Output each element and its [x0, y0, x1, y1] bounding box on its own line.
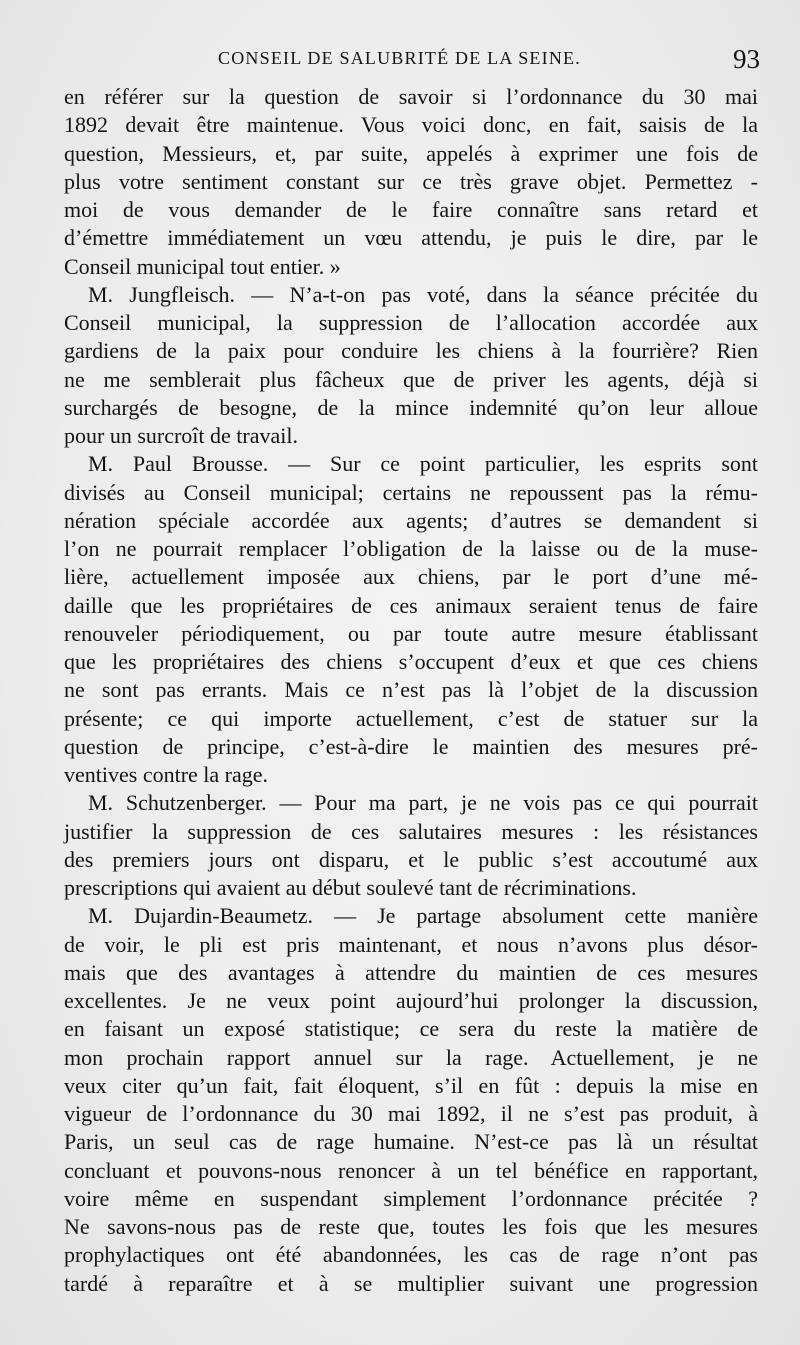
text-line: d’émettre immédiatement un vœu attendu, je puis le dire, par le — [64, 225, 758, 251]
text-line: question de principe, c’est-à-dire le maintien des mesures pré- — [64, 733, 758, 759]
text-line: tardé à reparaître et à se multiplier suivant une progression — [64, 1270, 758, 1296]
text-line: prescriptions qui avaient au début soulevé tant de récriminations. — [64, 875, 637, 900]
text-line: lière, actuellement imposée aux chiens, par le port d’une mé- — [64, 564, 758, 590]
page-number: 93 — [733, 44, 760, 74]
text-line: justifier la suppression de ces salutaires mesures : les résistances — [64, 818, 758, 844]
text-line: ne sont pas errants. Mais ce n’est pas là l’objet de la discussion — [64, 677, 758, 703]
text-line: Paris, un seul cas de rage humaine. N’est-ce pas là un résultat — [64, 1129, 758, 1155]
text-line: Ne savons-nous pas de reste que, toutes les fois que les mesures — [64, 1214, 758, 1239]
text-line: M. Paul Brousse. — Sur ce point particulier, les esprits sont — [88, 451, 758, 477]
text-line: moi de vous demander de le faire connaître sans retard et — [64, 197, 758, 222]
page-header — [64, 44, 760, 78]
text-line: divisés au Conseil municipal; certains ne repoussent pas la rému- — [64, 479, 758, 505]
text-line: renouveler périodiquement, ou par toute autre mesure établissant — [64, 620, 758, 646]
text-line: surchargés de besogne, de la mince indemnité qu’on leur alloue — [64, 394, 758, 420]
text-line: pour un surcroît de travail. — [64, 423, 298, 448]
text-line: Conseil municipal tout entier. » — [64, 253, 341, 279]
text-line: des premiers jours ont disparu, et le public s’est accoutumé aux — [64, 846, 758, 872]
text-line: M. Schutzenberger. — Pour ma part, je ne vois pas ce qui pourrait — [88, 790, 758, 816]
body-text — [64, 83, 758, 1298]
text-line: prophylactiques ont été abandonnées, les cas de rage n’ont pas — [64, 1242, 758, 1268]
text-line: de voir, le pli est pris maintenant, et nous n’avons plus désor- — [64, 931, 758, 957]
text-line: concluant et pouvons-nous renoncer à un tel bénéfice en rapportant, — [64, 1157, 758, 1183]
text-line: Conseil municipal, la suppression de l’allocation accordée aux — [64, 310, 758, 335]
text-line: l’on ne pourrait remplacer l’obligation de la laisse ou de la muse- — [64, 536, 758, 561]
text-line: gardiens de la paix pour conduire les chiens à la fourrière? Rien — [64, 338, 758, 364]
text-line: en faisant un exposé statistique; ce sera du reste la matière de — [64, 1016, 758, 1042]
text-line: ventives contre la rage. — [64, 762, 269, 787]
text-line: plus votre sentiment constant sur ce très grave objet. Permettez - — [64, 168, 758, 194]
text-line: veux citer qu’un fait, fait éloquent, s’il en fût : depuis la mise en — [64, 1072, 758, 1098]
text-line: mais que des avantages à attendre du maintien de ces mesures — [64, 959, 758, 985]
text-line: 1892 devait être maintenue. Vous voici donc, en fait, saisis de la — [64, 112, 758, 138]
text-line: excellentes. Je ne veux point aujourd’hui prolonger la discussion, — [64, 988, 758, 1013]
text-line: M. Jungfleisch. — N’a-t-on pas voté, dans la séance précitée du — [88, 281, 758, 307]
text-line: nération spéciale accordée aux agents; d’autres se demandent si — [64, 507, 758, 533]
text-line: ne me semblerait plus fâcheux que de priver les agents, déjà si — [64, 366, 758, 392]
text-line: daille que les propriétaires de ces animaux seraient tenus de faire — [64, 592, 758, 618]
text-line: présente; ce qui importe actuellement, c’est de statuer sur la — [64, 705, 758, 731]
text-line: question, Messieurs, et, par suite, appelés à exprimer une fois de — [64, 140, 758, 166]
text-line: que les propriétaires des chiens s’occupent d’eux et que ces chiens — [64, 649, 758, 674]
text-line: mon prochain rapport annuel sur la rage. Actuellement, je ne — [64, 1044, 758, 1070]
text-line: vigueur de l’ordonnance du 30 mai 1892, il ne s’est pas produit, à — [64, 1101, 758, 1126]
text-line: voire même en suspendant simplement l’ordonnance précitée ? — [64, 1185, 758, 1211]
text-line: en référer sur la question de savoir si l’ordonnance du 30 mai — [64, 84, 758, 109]
running-title: CONSEIL DE SALUBRITÉ DE LA SEINE. — [218, 48, 581, 68]
text-line: M. Dujardin-Beaumetz. — Je partage absolument cette manière — [88, 903, 758, 929]
